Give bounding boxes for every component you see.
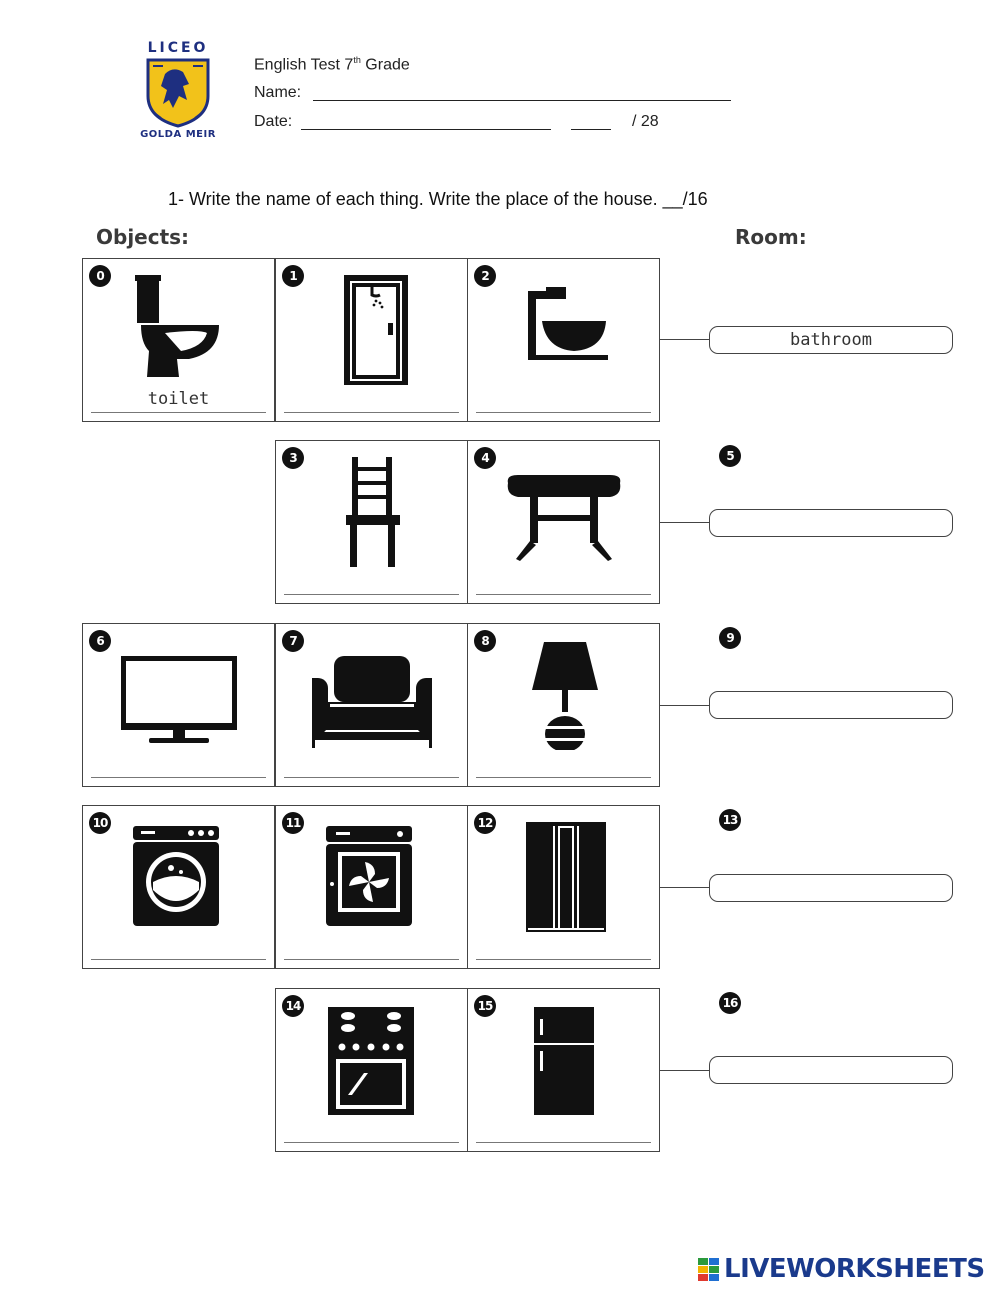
- answer-line[interactable]: [284, 594, 459, 595]
- answer-line[interactable]: [284, 1142, 459, 1143]
- chair-icon: [312, 455, 432, 567]
- item-number: 0: [89, 265, 111, 287]
- table-icon: [504, 455, 624, 567]
- connector-line: [660, 1070, 710, 1071]
- answer-handwritten: toilet: [147, 389, 210, 409]
- shower-icon: [312, 273, 432, 385]
- washing-machine-icon: [119, 820, 239, 932]
- connector-line: [660, 522, 710, 523]
- sink-icon: [504, 273, 624, 385]
- item-number: 4: [474, 447, 496, 469]
- stove-icon: [312, 1003, 432, 1115]
- logo-text-bottom: GOLDA MEIR: [140, 129, 216, 140]
- date-label: Date:: [254, 113, 293, 130]
- room-number: 16: [719, 992, 741, 1014]
- item-number: 12: [474, 812, 496, 834]
- object-card: [467, 258, 660, 422]
- connector-line: [660, 705, 710, 706]
- liveworksheets-brand[interactable]: LIVEWORKSHEETS: [724, 1254, 985, 1284]
- answer-line[interactable]: [476, 1142, 651, 1143]
- item-number: 7: [282, 630, 304, 652]
- room-answer-box[interactable]: [709, 874, 953, 902]
- object-card: [82, 258, 275, 422]
- item-number: 6: [89, 630, 111, 652]
- test-title: English Test 7th Grade: [254, 55, 410, 74]
- answer-line[interactable]: [476, 777, 651, 778]
- room-answer-box[interactable]: [709, 691, 953, 719]
- lamp-icon: [504, 638, 624, 750]
- logo-text-top: LICEO: [147, 40, 209, 56]
- answer-line[interactable]: [476, 412, 651, 413]
- object-card: [82, 805, 275, 969]
- fridge-icon: [504, 1003, 624, 1115]
- answer-line[interactable]: [476, 594, 651, 595]
- connector-line: [660, 339, 710, 340]
- wardrobe-icon: [504, 820, 624, 932]
- score-total: / 28: [632, 113, 659, 130]
- room-heading: Room:: [735, 225, 807, 249]
- answer-line[interactable]: [91, 777, 266, 778]
- answer-line[interactable]: [284, 777, 459, 778]
- room-answer-box[interactable]: [709, 1056, 953, 1084]
- item-number: 2: [474, 265, 496, 287]
- score-field[interactable]: [571, 129, 611, 130]
- liveworksheets-logo-icon: [698, 1258, 720, 1282]
- date-field[interactable]: [301, 129, 551, 130]
- room-number: 13: [719, 809, 741, 831]
- item-number: 1: [282, 265, 304, 287]
- room-number: 5: [719, 445, 741, 467]
- crest-icon: [143, 56, 213, 128]
- answer-line[interactable]: [91, 959, 266, 960]
- tv-icon: [119, 638, 239, 750]
- object-card: [82, 623, 275, 787]
- item-number: 11: [282, 812, 304, 834]
- name-label: Name:: [254, 84, 302, 101]
- answer-line[interactable]: [91, 412, 266, 413]
- item-number: 3: [282, 447, 304, 469]
- object-card: [275, 440, 468, 604]
- object-card: [275, 623, 468, 787]
- instruction: 1- Write the name of each thing. Write the place of the house. __/16: [168, 189, 708, 209]
- object-card: [275, 805, 468, 969]
- object-card: [275, 988, 468, 1152]
- toilet-icon: [119, 273, 239, 385]
- answer-line[interactable]: [284, 412, 459, 413]
- item-number: 8: [474, 630, 496, 652]
- objects-heading: Objects:: [96, 225, 190, 249]
- connector-line: [660, 887, 710, 888]
- room-number: 9: [719, 627, 741, 649]
- object-card: [467, 440, 660, 604]
- room-answer-box[interactable]: bathroom: [709, 326, 953, 354]
- answer-line[interactable]: [284, 959, 459, 960]
- object-card: [467, 988, 660, 1152]
- answer-line[interactable]: [476, 959, 651, 960]
- object-card: [467, 805, 660, 969]
- object-card: [275, 258, 468, 422]
- room-answer-box[interactable]: [709, 509, 953, 537]
- sofa-icon: [312, 638, 432, 750]
- item-number: 10: [89, 812, 111, 834]
- item-number: 15: [474, 995, 496, 1017]
- object-card: [467, 623, 660, 787]
- name-field[interactable]: [313, 100, 731, 101]
- item-number: 14: [282, 995, 304, 1017]
- dryer-icon: [312, 820, 432, 932]
